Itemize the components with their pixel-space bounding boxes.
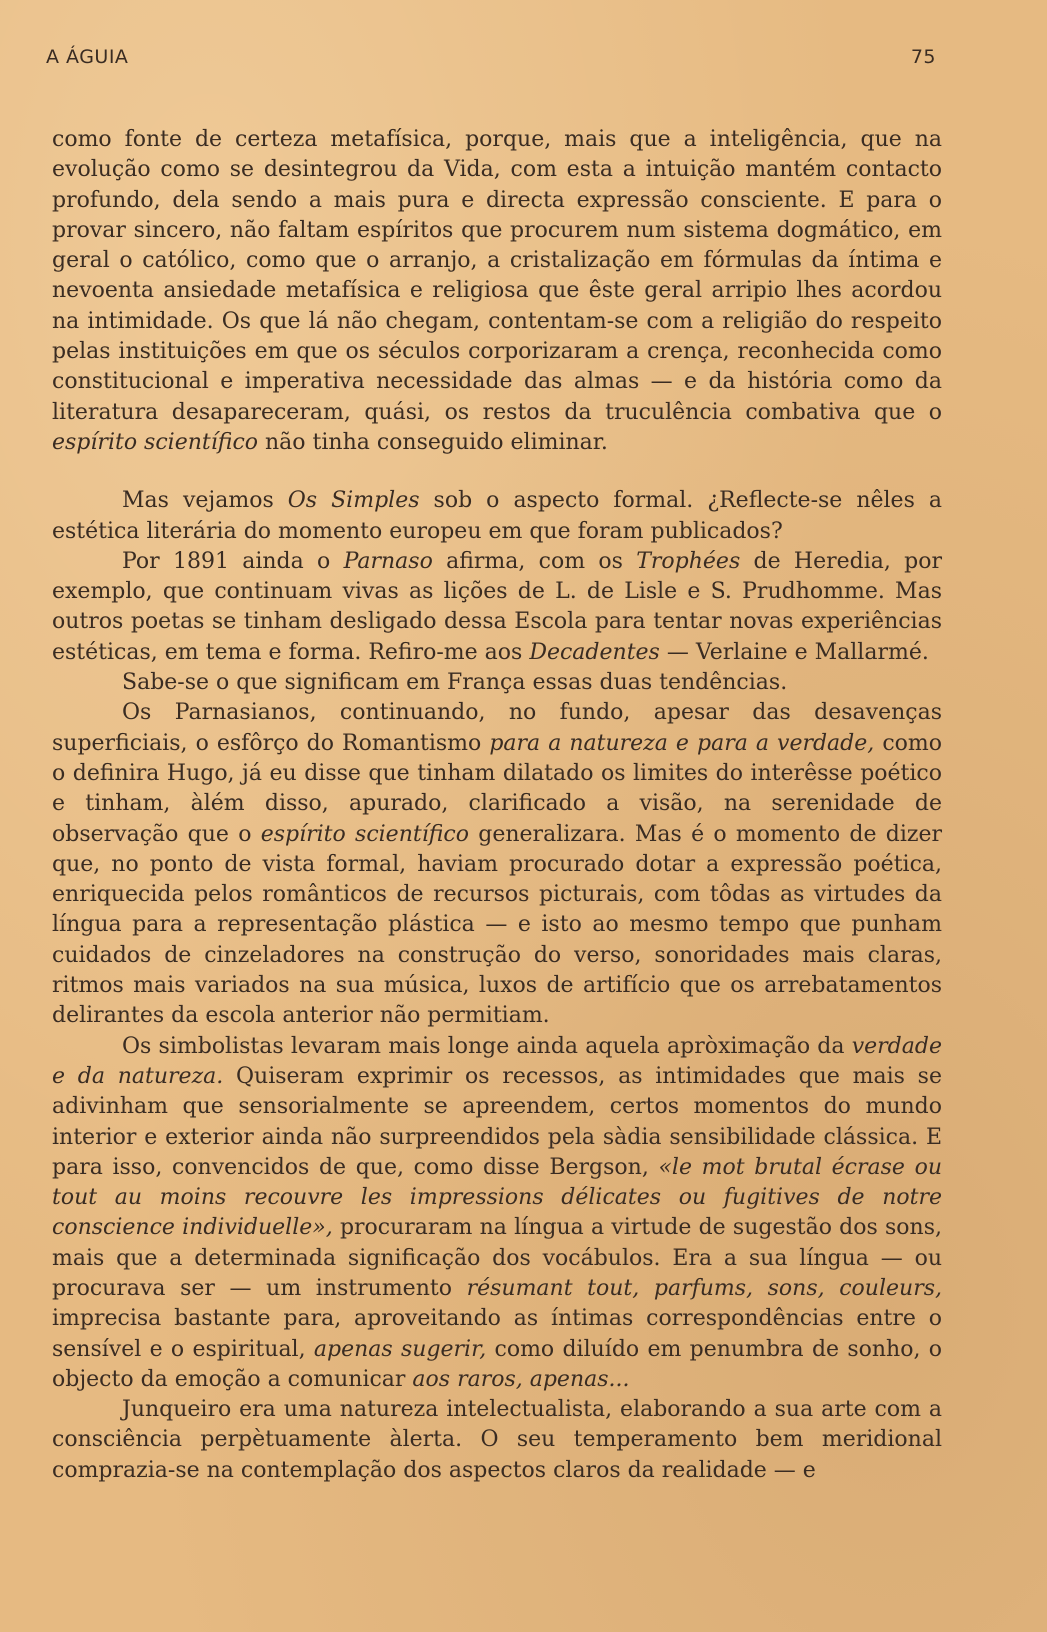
text-run: Mas vejamos bbox=[122, 488, 288, 514]
text-run: Junqueiro era uma natureza intelectualista, elaborando a sua arte com a consciência perpètuamente àlerta. O seu temperamento bem meridional comprazia-se na contemplação dos aspectos claros da realidade — e bbox=[52, 1397, 942, 1483]
italic-text: para a natureza e para a verdade, bbox=[489, 730, 875, 756]
italic-text: Os Simples bbox=[287, 488, 420, 514]
italic-text: verdade e da natureza. bbox=[52, 1033, 942, 1089]
text-run: sob o aspecto formal. ¿Reflecte-se nêles a estética literária do momento europeu em que foram publicados? bbox=[52, 488, 943, 544]
paragraph bbox=[52, 547, 942, 668]
text-run: afirma, com os bbox=[432, 548, 637, 574]
journal-title: A ÁGUIA bbox=[46, 46, 129, 68]
text-run: generalizara. Mas é o momento de dizer que, no ponto de vista formal, haviam procurado dotar a expressão poética, enriquecida pelos românticos de recursos picturais, com tôdas as virtudes da língua para a representação plástica — e isto ao mesmo tempo que punham cuidados de cinzeladores na construção do verso, sonoridades mais claras, ritmos mais variados na sua música, luxos de artifício que os arrebatamentos delirantes da escola anterior não permitiam. bbox=[52, 821, 942, 1029]
italic-text: espírito scientífico bbox=[260, 821, 469, 847]
text-run: procuraram na língua a virtude de sugestão dos sons, mais que a determinada significação dos vocábulos. Era a sua língua — ou procurava ser — um instrumento bbox=[52, 1215, 942, 1301]
text-run: como o definira Hugo, já eu disse que tinham dilatado os limites do interêsse poético e tinham, àlém disso, apurado, clarificado a visão, na serenidade de observação que o bbox=[52, 730, 942, 847]
text-run: Os Parnasianos, continuando, no fundo, apesar das desavenças superficiais, o esfôrço do Romantismo bbox=[52, 700, 942, 756]
paragraph bbox=[52, 1032, 942, 1396]
running-head bbox=[46, 46, 936, 76]
italic-text: résumant tout, parfums, sons, couleurs, bbox=[466, 1275, 942, 1301]
text-run: Por 1891 ainda o bbox=[122, 548, 344, 574]
italic-text: aos raros, apenas... bbox=[412, 1366, 630, 1392]
text-run: Sabe-se o que significam em França essas duas tendências. bbox=[122, 670, 788, 696]
text-run: Quiseram exprimir os recessos, as intimidades que mais se adivinham que sensorialmente se apreendem, certos momentos do mundo interior e exterior ainda não surpreendidos pela sàdia sensibilidade clássica. E para isso, convencidos de que, como disse Bergson, bbox=[52, 1063, 942, 1180]
text-run: — Verlaine e Mallarmé. bbox=[659, 639, 929, 665]
body-text bbox=[52, 125, 942, 1486]
paragraph bbox=[52, 668, 942, 698]
paragraph bbox=[52, 125, 942, 458]
text-run: Os simbolistas levaram mais longe ainda aquela apròximação da bbox=[122, 1033, 852, 1059]
page-number: 75 bbox=[910, 46, 936, 68]
paragraph bbox=[52, 486, 942, 547]
text-run: como fonte de certeza metafísica, porque, mais que a inteligência, que na evolução como se desintegrou da Vida, com esta a intuição mantém contacto profundo, dela sendo a mais pura e directa expressão consciente. E para o provar sincero, não faltam espíritos que procurem num sistema dogmático, em geral o católico, como que o arranjo, a cristalização em fórmulas da íntima e nevoenta ansiedade metafísica e religiosa que êste geral arripio lhes acordou na intimidade. Os que lá não chegam, contentam-se com a religião do respeito pelas instituições em que os séculos corporizaram a crença, reconhecida como constitucional e imperativa necessidade das almas — e da história como da literatura desapareceram, quási, os restos da truculência combativa que o bbox=[52, 127, 942, 425]
italic-text: «le mot brutal écrase ou tout au moins recouvre les impressions délicates ou fugitives de notre conscience individuelle», bbox=[52, 1154, 942, 1241]
text-run: imprecisa bastante para, aproveitando as íntimas correspondências entre o sensível e o espiritual, bbox=[52, 1306, 942, 1362]
text-run: como diluído em penumbra de sonho, o objecto da emoção a comunicar bbox=[52, 1336, 943, 1392]
italic-text: apenas sugerir, bbox=[313, 1336, 487, 1362]
italic-text: Parnaso bbox=[343, 548, 433, 574]
paragraph bbox=[52, 698, 942, 1031]
italic-text: espírito scientífico bbox=[52, 429, 259, 455]
italic-text: Trophées bbox=[636, 548, 741, 574]
text-run: não tinha conseguido eliminar. bbox=[258, 429, 608, 455]
text-run: de Heredia, por exemplo, que continuam vivas as lições de L. de Lisle e S. Prudhomme. Mas outros poetas se tinham desligado dessa Escola para tentar novas experiências estéticas, em tema e forma. Refiro-me aos bbox=[52, 548, 943, 665]
italic-text: Decadentes bbox=[529, 639, 660, 665]
paragraph bbox=[52, 1395, 942, 1486]
